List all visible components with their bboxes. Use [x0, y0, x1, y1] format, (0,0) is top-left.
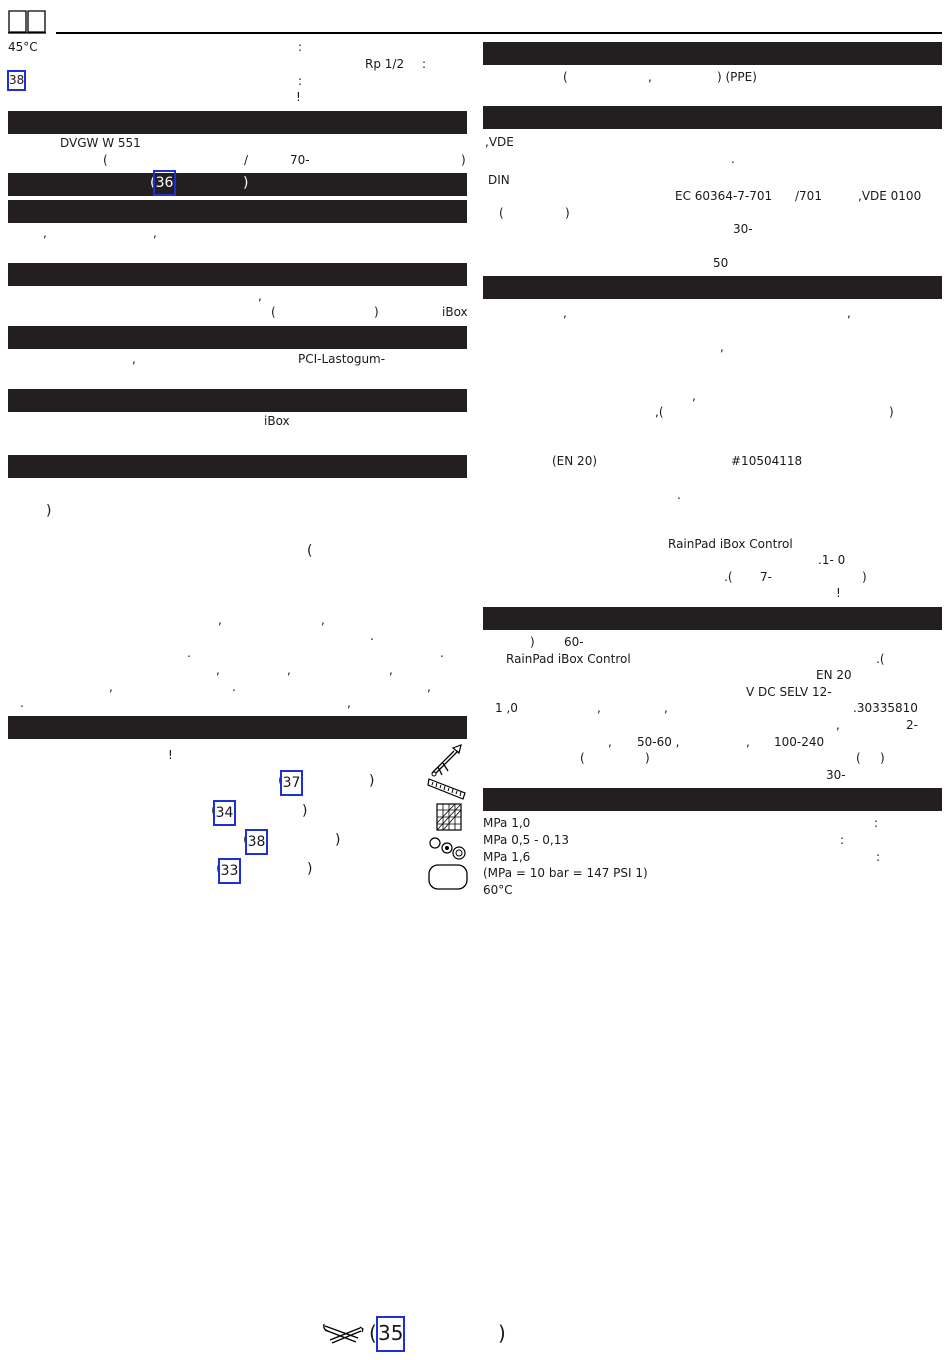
section-bar-r3 — [483, 276, 942, 299]
paren-close: ) — [243, 175, 249, 191]
exclaim: ! — [836, 586, 841, 600]
value-50: 50 — [713, 256, 729, 270]
exclaim-1: ! — [296, 90, 301, 104]
comma: , — [692, 389, 696, 403]
rounded-rectangle-icon — [428, 864, 468, 893]
paren-open: .( — [724, 570, 733, 584]
standard-701: /701 — [795, 189, 822, 203]
comma: , — [216, 663, 220, 677]
comma: , — [746, 735, 750, 749]
din-label: DIN — [488, 173, 510, 187]
paren-open: ( — [563, 70, 568, 84]
pci-lastogum: PCI-Lastogum- — [298, 352, 386, 366]
comma: , — [648, 70, 652, 84]
ref-38-b[interactable]: 38 — [245, 829, 268, 855]
paren-open: ( — [580, 751, 585, 765]
section-bar-tools — [8, 716, 467, 739]
temp-45: 45°C — [8, 40, 38, 54]
section-bar-specs — [483, 788, 942, 811]
comma: , — [608, 735, 612, 749]
comma: , — [720, 340, 724, 354]
ref-36[interactable]: 36 — [153, 170, 176, 196]
spec-operating-pressure: MPa 0,5 - 0,13 — [483, 833, 569, 847]
en20-standard: (EN 20) — [552, 454, 598, 468]
value-60: 60- — [564, 635, 584, 649]
range-value: .1- 0 — [818, 553, 846, 567]
paren-open: ( — [856, 751, 861, 765]
paren-close: ) — [889, 405, 894, 419]
paren-open: ( — [369, 1321, 377, 1345]
comma: , — [258, 289, 262, 303]
comma: , — [664, 701, 668, 715]
rainpad-ibox-control: RainPad iBox Control — [668, 537, 793, 551]
colon-3: : — [298, 74, 303, 88]
ppe-label: ) (PPE) — [717, 70, 757, 84]
value-7: 7- — [760, 570, 772, 584]
section-bar-4 — [8, 263, 467, 286]
manual-book-icon — [7, 8, 47, 37]
comma: , — [597, 701, 601, 715]
comma: , — [847, 306, 851, 320]
paren-open: ( — [211, 803, 217, 819]
paren-close: ) — [530, 635, 535, 649]
paren-open: ( — [216, 861, 222, 877]
rp-thread: Rp 1/2 — [365, 57, 405, 71]
dot: . — [677, 488, 681, 502]
comma: , — [321, 613, 325, 627]
paren-close: ) — [335, 832, 341, 848]
slash: / — [244, 153, 249, 167]
spec-unit-conversion: (MPa = 10 bar = 147 PSI 1) — [483, 866, 648, 880]
part-number: #10504118 — [731, 454, 803, 468]
paren-close: ) — [498, 1321, 506, 1345]
fittings-icon — [428, 835, 468, 864]
value-1-0: 1 ,0 — [495, 701, 518, 715]
exclaim: ! — [168, 748, 173, 762]
paren-open: ,( — [655, 405, 664, 419]
comma: , — [347, 696, 351, 710]
comma: , — [43, 226, 47, 240]
ref-37[interactable]: 37 — [280, 770, 303, 796]
header-rule — [56, 32, 942, 34]
frequency: 50-60 , — [637, 735, 680, 749]
dot: . — [440, 646, 444, 660]
spec-test-pressure: MPa 1,6 — [483, 850, 531, 864]
colon: : — [876, 850, 881, 864]
selv-voltage: V DC SELV 12- — [746, 685, 832, 699]
rainpad-ibox-control: RainPad iBox Control — [506, 652, 631, 666]
wrench-screwdriver-icon — [322, 1318, 364, 1349]
colon: : — [874, 816, 879, 830]
ref-33[interactable]: 33 — [218, 858, 241, 884]
section-bar-r1 — [483, 42, 942, 65]
section-bar-7 — [8, 455, 467, 478]
ruler-icon — [427, 775, 467, 806]
ref-38-a[interactable]: 38 — [7, 70, 26, 91]
section-bar-5 — [8, 326, 467, 349]
paren-open: ( — [271, 305, 276, 319]
comma: , — [836, 718, 840, 732]
paren-close: ) — [862, 570, 867, 584]
ibox-label: iBox — [264, 414, 290, 428]
paren-open: ( — [150, 175, 156, 191]
dvgw-standard: DVGW W 551 — [60, 136, 141, 150]
paren-close: ) — [46, 503, 52, 519]
colon: : — [840, 833, 845, 847]
section-bar-r4 — [483, 607, 942, 630]
ibox-label: iBox — [442, 305, 468, 319]
vde-label: ,VDE — [485, 135, 514, 149]
section-bar-r2 — [483, 106, 942, 129]
paren-close: ) — [880, 751, 885, 765]
paren-close: ) — [374, 305, 379, 319]
comma: , — [389, 663, 393, 677]
section-bar-1 — [8, 111, 467, 134]
paren-close: ) — [307, 861, 313, 877]
paren-open: ( — [278, 773, 284, 789]
paren-close: ) — [645, 751, 650, 765]
paren-open: ( — [243, 832, 249, 848]
voltage-range: 100-240 — [774, 735, 825, 749]
comma: , — [218, 613, 222, 627]
comma: , — [109, 680, 113, 694]
dot: . — [731, 152, 735, 166]
paren-open: ( — [499, 206, 504, 220]
iec-standard: EC 60364-7-701 — [675, 189, 773, 203]
paren-open: .( — [876, 652, 885, 666]
paren-close: ) — [565, 206, 570, 220]
tile-grid-icon — [436, 803, 462, 834]
comma: , — [563, 306, 567, 320]
comma: , — [287, 663, 291, 677]
value-30: 30- — [733, 222, 753, 236]
dot: . — [370, 629, 374, 643]
colon-1: : — [298, 40, 303, 54]
value-70: 70- — [290, 153, 310, 167]
section-bar-3 — [8, 200, 467, 223]
spec-hot-water-temp: 60°C — [483, 883, 513, 897]
vde-0100: ,VDE 0100 — [858, 189, 922, 203]
dot: . — [20, 696, 24, 710]
comma: , — [427, 680, 431, 694]
paren-close: ) — [461, 153, 466, 167]
value-2: 2- — [906, 718, 918, 732]
comma: , — [153, 226, 157, 240]
dot: . — [232, 680, 236, 694]
en20-standard: EN 20 — [816, 668, 852, 682]
paren-close: ) — [302, 803, 308, 819]
ref-35[interactable]: 35 — [376, 1316, 405, 1352]
colon-2: : — [422, 57, 427, 71]
spec-max-pressure: MPa 1,0 — [483, 816, 531, 830]
value-30: 30- — [826, 768, 846, 782]
paren-open: ( — [103, 153, 108, 167]
paren-close: ) — [369, 773, 375, 789]
section-bar-6 — [8, 389, 467, 412]
part-number: .30335810 — [853, 701, 918, 715]
ref-34[interactable]: 34 — [213, 800, 236, 826]
dot: . — [187, 646, 191, 660]
paren-open: ( — [307, 543, 313, 559]
section-bar-2 — [8, 173, 467, 196]
comma: , — [132, 352, 136, 366]
